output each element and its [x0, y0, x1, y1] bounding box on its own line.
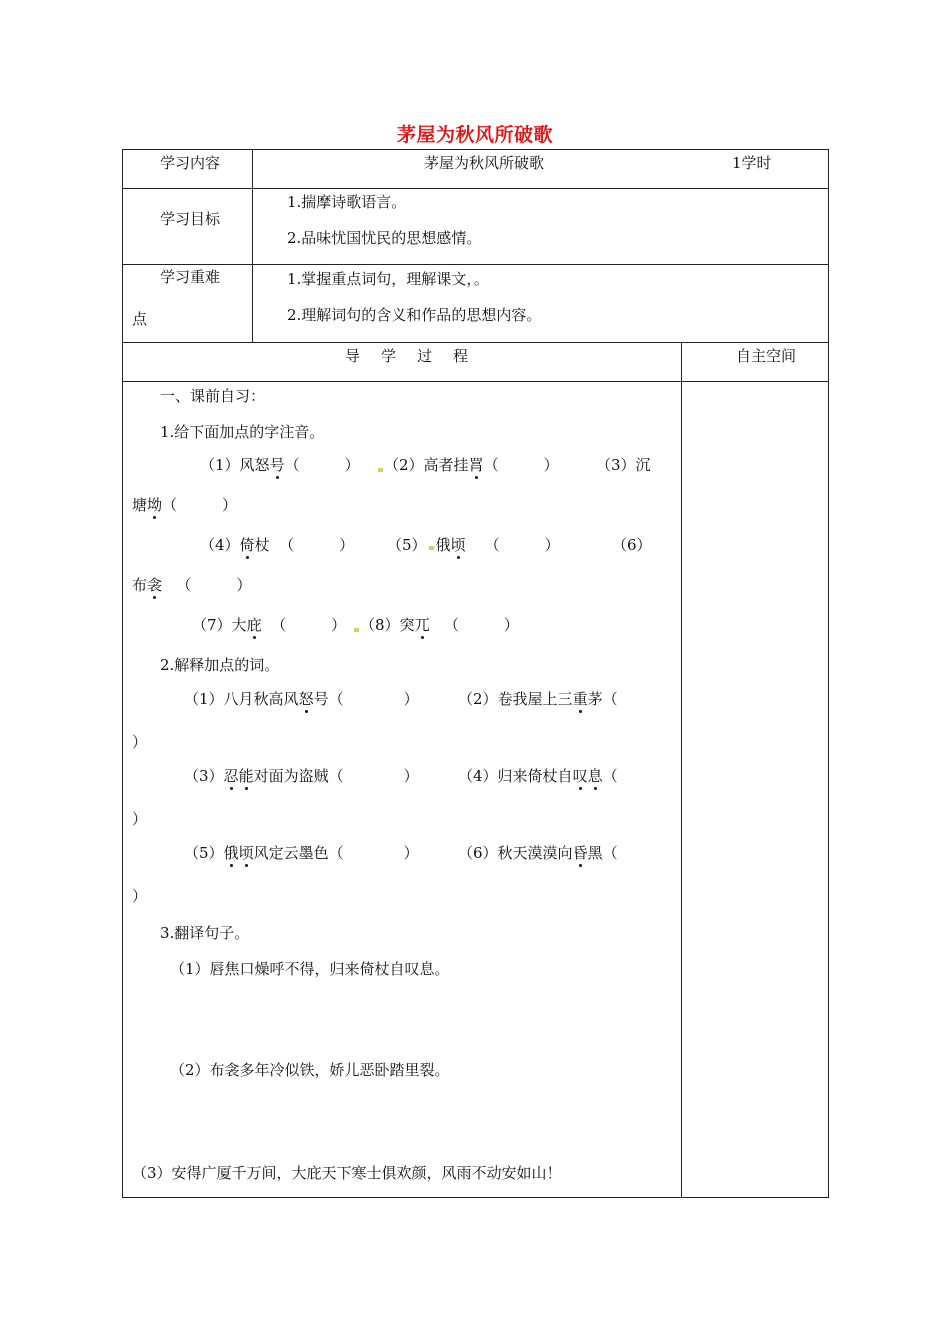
answer-blank[interactable]: （ ）: [328, 844, 419, 862]
key-point-1: 1.掌握重点词句，理解课文，。: [287, 270, 489, 288]
dotted-char: 坳: [147, 496, 163, 514]
answer-blank[interactable]: （ ）: [176, 576, 252, 594]
q2-prompt: 2.解释加点的词。: [160, 656, 280, 674]
pinyin-item-4: （4）倚杖 （ ）: [200, 536, 355, 554]
answer-blank[interactable]: （ ）: [284, 456, 360, 474]
goals-label: 学习目标: [160, 210, 221, 228]
explain-item-4-close: ）: [132, 810, 148, 828]
explain-item-2: （2）卷我屋上三重茅（: [458, 690, 618, 708]
key-point-2: 2.理解词句的含义和作品的思想内容。: [287, 306, 542, 324]
goal-item-1: 1.揣摩诗歌语言。: [287, 193, 407, 211]
answer-blank[interactable]: （ ）: [483, 456, 559, 474]
explain-item-3: （3）忍能对面为盗贼（ ）: [184, 767, 419, 785]
dotted-char: 忍: [223, 767, 239, 785]
q1-prompt: 1.给下面加点的字注音。: [160, 423, 325, 441]
explain-item-2-close: ）: [132, 733, 148, 751]
pinyin-item-6-start: （6）: [612, 536, 652, 554]
dotted-char: 重: [572, 690, 588, 708]
answer-blank[interactable]: （ ）: [279, 536, 355, 554]
space-label: 自主空间: [736, 347, 797, 365]
pinyin-item-8: （8）突兀 （ ）: [360, 616, 519, 634]
pinyin-item-7: （7）大庇 （ ）: [192, 616, 347, 634]
space-body-cell: [682, 382, 829, 1198]
answer-blank[interactable]: （ ）: [271, 616, 347, 634]
dotted-char: 罥: [468, 456, 484, 474]
highlight-mark: [378, 468, 383, 472]
document-title: 茅屋为秋风所破歌: [396, 124, 553, 146]
explain-item-6-close: ）: [132, 887, 148, 905]
q3-prompt: 3.翻译句子。: [160, 924, 250, 942]
pinyin-item-3-start: （3）沉: [596, 456, 651, 474]
dotted-char: 兀: [414, 616, 430, 634]
hours-label: 1学时: [732, 154, 772, 172]
content-value: 茅屋为秋风所破歌: [424, 154, 545, 172]
dotted-char: 倚: [239, 536, 255, 554]
translate-sentence-3: （3）安得广厦千万间，大庇天下寒士俱欢颜，风雨不动安如山！: [132, 1164, 562, 1182]
pinyin-item-5: （5） 俄顷 （ ）: [387, 536, 560, 554]
highlight-mark: [429, 546, 434, 550]
dotted-char: 衾: [147, 576, 163, 594]
dotted-char: 顷: [450, 536, 466, 554]
answer-blank[interactable]: （ ）: [162, 496, 238, 514]
highlight-mark: [354, 628, 359, 632]
pinyin-item-2: （2）高者挂罥（ ）: [384, 456, 559, 474]
key-label-line1: 学习重难: [160, 268, 221, 286]
answer-blank[interactable]: （ ）: [484, 536, 560, 554]
dotted-char: 叹: [572, 767, 588, 785]
explain-item-1: （1）八月秋高风怒号（ ）: [184, 690, 419, 708]
dotted-char: 庇: [246, 616, 262, 634]
dotted-char: 息: [587, 767, 603, 785]
explain-item-5: （5）俄顷风定云墨色（ ）: [184, 844, 419, 862]
dotted-char: 怒: [298, 690, 314, 708]
key-label-line2: 点: [132, 310, 148, 328]
section-heading: 一、课前自习：: [160, 387, 266, 405]
translate-sentence-1: （1）唇焦口燥呼不得，归来倚杖自叹息。: [170, 960, 450, 978]
dotted-char: 号: [269, 456, 285, 474]
explain-item-4: （4）归来倚杖自叹息（: [458, 767, 618, 785]
dotted-char: 能: [238, 767, 254, 785]
dotted-char: 俄: [223, 844, 239, 862]
pinyin-item-6-end: 布衾 （ ）: [132, 576, 252, 594]
explain-item-6: （6）秋天漠漠向昏黑（: [458, 844, 618, 862]
dotted-char: 昏: [572, 844, 588, 862]
pinyin-item-3-end: 塘坳（ ）: [132, 496, 238, 514]
content-label: 学习内容: [160, 154, 221, 172]
dotted-char: 顷: [238, 844, 254, 862]
pinyin-item-1: （1）风怒号（ ）: [200, 456, 360, 474]
answer-blank[interactable]: （ ）: [328, 767, 419, 785]
translate-sentence-2: （2）布衾多年冷似铁，娇儿恶卧踏里裂。: [170, 1061, 450, 1079]
goal-item-2: 2.品味忧国忧民的思想感情。: [287, 229, 482, 247]
answer-blank[interactable]: （ ）: [443, 616, 519, 634]
process-label: 导学过程: [345, 347, 490, 365]
answer-blank[interactable]: （ ）: [328, 690, 419, 708]
